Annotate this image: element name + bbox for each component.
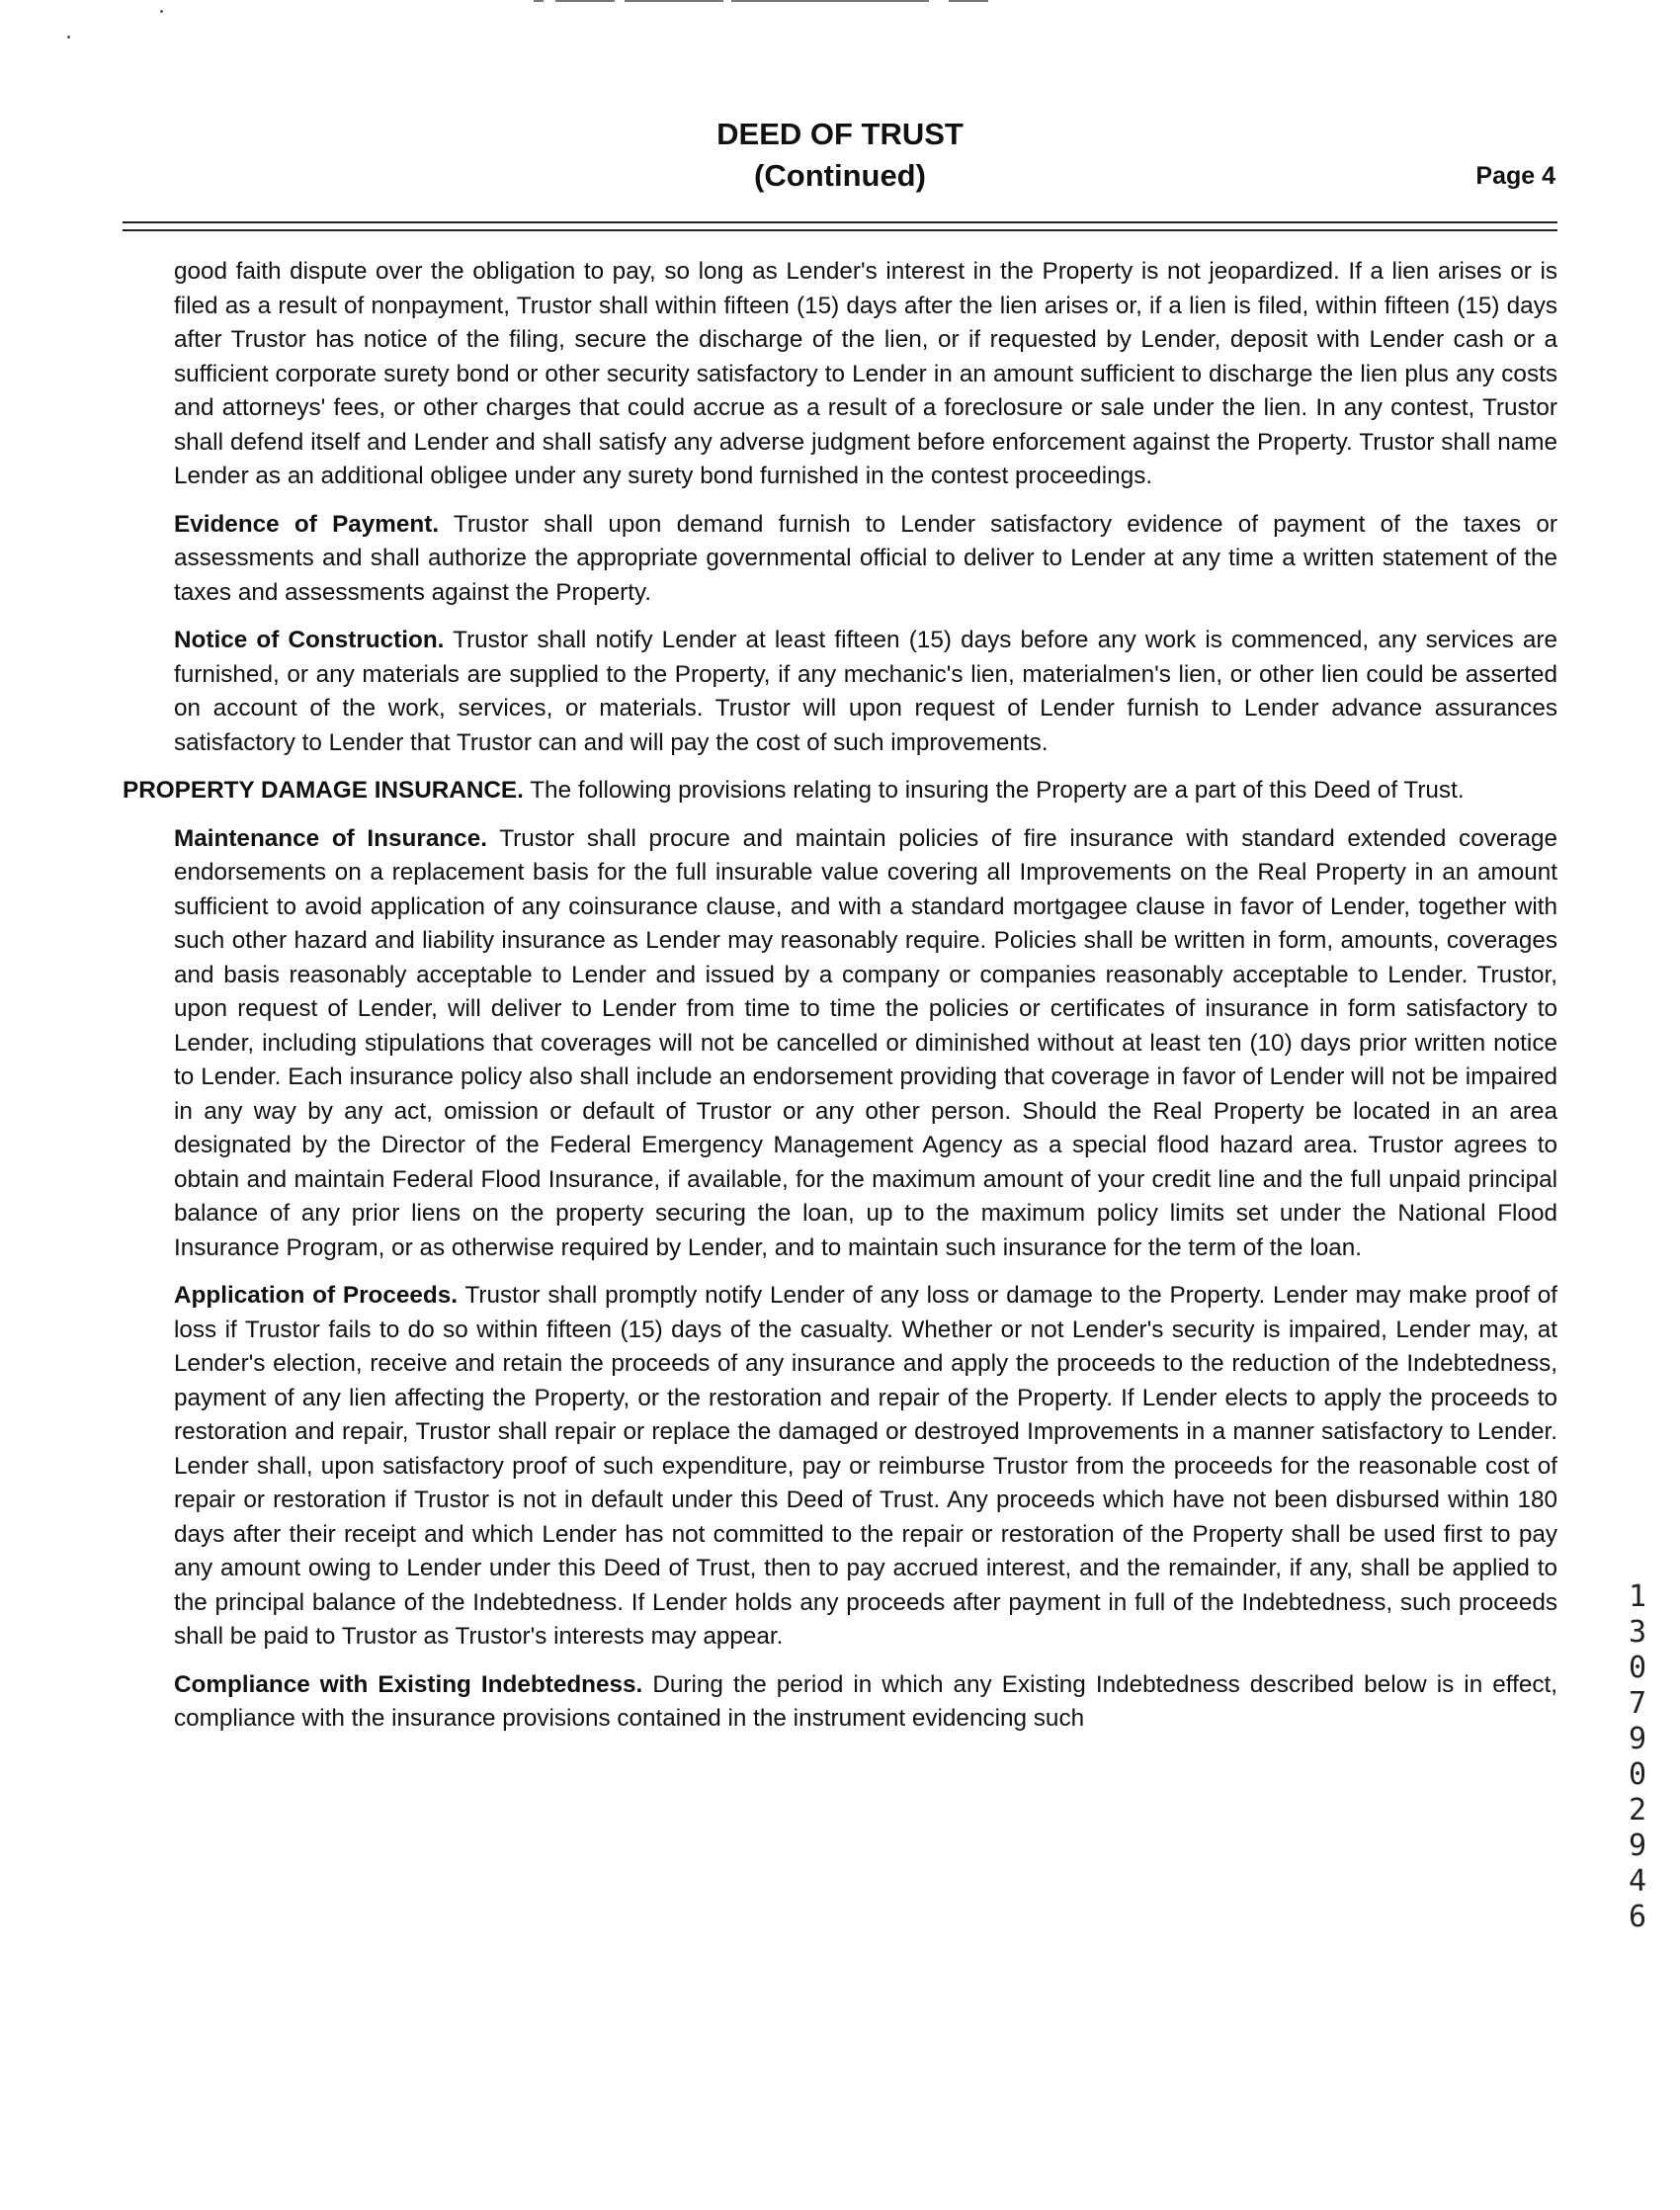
section-paragraph [123,774,1557,808]
paragraph-heading: Maintenance of Insurance. [174,824,487,852]
paragraph [174,255,1557,494]
paragraph-heading: Compliance with Existing Indebtedness. [174,1670,643,1698]
paragraph [174,508,1557,611]
side-document-number: 13079 02946 [1628,1579,1647,1934]
paragraph [174,1668,1557,1737]
paragraph-text: Trustor shall promptly notify Lender of any loss or damage to the Property. Lender may make proof of loss if Trustor fails to do so within fifteen (15) days of the casualty. Whether or not Lender's security is impaired, Lender may, at Lender's election, receive and retain the proceeds of any insurance and apply the proceeds to the reduction of the Indebtedness, payment of any lien affecting the Property, or the restoration and repair of the Property. If Lender elects to apply the proceeds to restoration and repair, Trustor shall repair or replace the damaged or destroyed Improvements in a manner satisfactory to Lender. Lender shall, upon satisfactory proof of such expenditure, pay or reimburse Trustor from the proceeds for the reasonable cost of repair or restoration if Trustor is not in default under this Deed of Trust. Any proceeds which have not been disbursed within 180 days after their receipt and which Lender has not committed to the repair or restoration of the Property shall be used first to pay any amount owing to Lender under this Deed of Trust, then to pay accrued interest, and the remainder, if any, shall be applied to the principal balance of the Indebtedness. If Lender holds any proceeds after payment in full of the Indebtedness, such proceeds shall be paid to Trustor as Trustor's interests may appear. [174,1282,1557,1650]
document-title: DEED OF TRUST [716,117,964,151]
paragraph-text: good faith dispute over the obligation to pay, so long as Lender's interest in the Property is not jeopardized. If a lien arises or is filed as a result of nonpayment, Trustor shall within fifteen (15) days after the lien arises or, if a lien is filed, within fifteen (15) days after Trustor has notice of the filing, secure the discharge of the lien, or if requested by Lender, deposit with Lender cash or a sufficient corporate surety bond or other security satisfactory to Lender in an amount sufficient to discharge the lien plus any costs and attorneys' fees, or other charges that could accrue as a result of a foreclosure or sale under the lien. In any contest, Trustor shall defend itself and Lender and shall satisfy any adverse judgment before enforcement against the Property. Trustor shall name Lender as an additional obligee under any surety bond furnished in the contest proceedings. [174,258,1557,489]
paragraph [174,822,1557,1266]
paragraph-heading: Evidence of Payment. [174,510,440,538]
paragraph-heading: Notice of Construction. [174,627,445,653]
paragraph [174,1279,1557,1655]
paragraph-text: Trustor shall upon demand furnish to Lender satisfactory evidence of payment of the taxes or assessments and shall authorize the appropriate governmental official to deliver to Lender at any time a written statement of the taxes and assessments against the Property. [174,510,1558,606]
paragraph-text: The following provisions relating to insuring the Property are a part of this Deed of Trust. [530,777,1465,804]
section-heading: PROPERTY DAMAGE INSURANCE. [123,777,524,804]
scan-speck [67,36,70,39]
header-rule-top [123,221,1557,223]
document-subtitle: (Continued) [754,158,926,193]
scan-speck [160,10,163,13]
document-body [123,255,1557,1750]
header-rule-bottom [123,229,1557,231]
paragraph-text: Trustor shall procure and maintain policies of fire insurance with standard extended coverage endorsements on a replacement basis for the full insurable value covering all Improvements on the Real Property in an amount sufficient to avoid application of any coinsurance clause, and with a standard mortgagee clause in favor of Lender, together with such other hazard and liability insurance as Lender may reasonably require. Policies shall be written in form, amounts, coverages and basis reasonably acceptable to Lender and issued by a company or companies reasonably acceptable to Lender. Trustor, upon request of Lender, will deliver to Lender from time to time the policies or certificates of insurance in form satisfactory to Lender, including stipulations that coverages will not be cancelled or diminished without at least ten (10) days prior written notice to Lender. Each insurance policy also shall include an endorsement providing that coverage in favor of Lender will not be impaired in any way by any act, omission or default of Trustor or any other person. Should the Real Property be located in an area designated by the Director of the Federal Emergency Management Agency as a special flood hazard area. Trustor agrees to obtain and maintain Federal Flood Insurance, if available, for the maximum amount of your credit line and the full unpaid principal balance of any prior liens on the property securing the loan, up to the maximum policy limits set under the National Flood Insurance Program, or as otherwise required by Lender, and to maintain such insurance for the term of the loan. [174,824,1558,1261]
scan-top-mark [534,0,1067,3]
paragraph-text: Trustor shall notify Lender at least fifteen (15) days before any work is commenced, any services are furnished, or any materials are supplied to the Property, if any mechanic's lien, materialmen's lien, or other lien could be asserted on account of the work, services, or materials. Trustor will upon request of Lender furnish to Lender advance assurances satisfactory to Lender that Trustor can and will pay the cost of such improvements. [174,627,1558,756]
paragraph-heading: Application of Proceeds. [174,1282,459,1309]
paragraph [174,624,1557,760]
paragraph-text: During the period in which any Existing Indebtedness described below is in effect, compliance with the insurance provisions contained in the instrument evidencing such [174,1670,1557,1732]
page-number: Page 4 [1475,162,1555,190]
